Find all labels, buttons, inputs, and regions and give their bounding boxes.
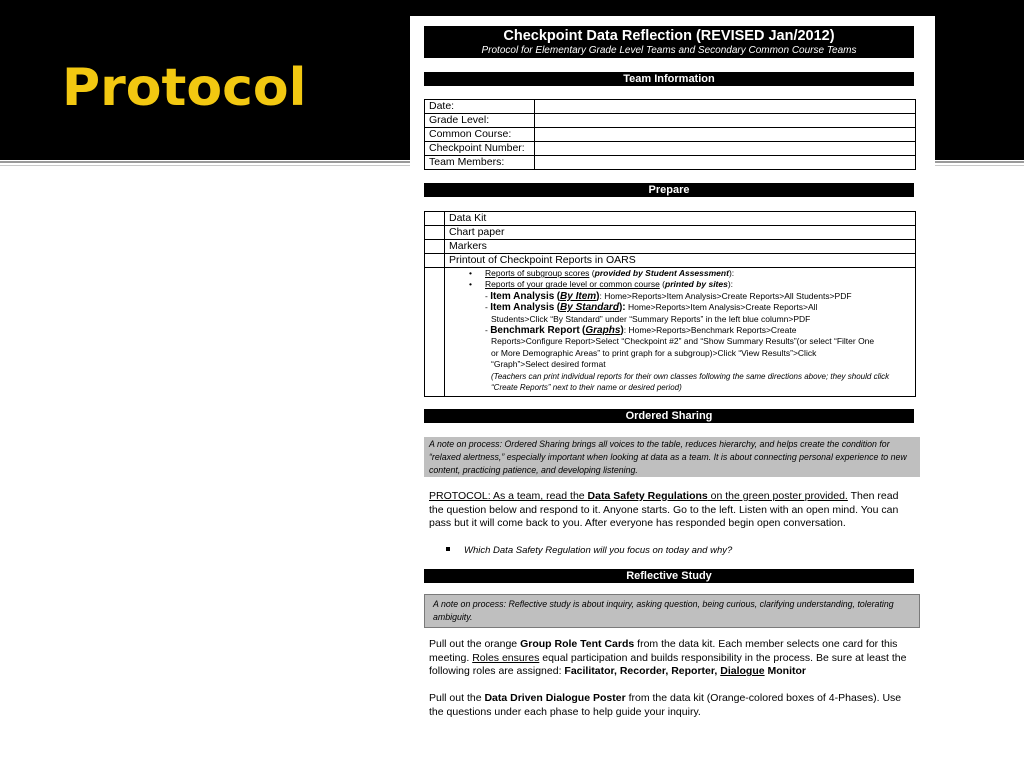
table-cell-input	[535, 142, 916, 156]
detail-bold: provided by Student Assessment	[594, 268, 729, 278]
table-cell-label: Team Members:	[425, 156, 535, 170]
protocol-text: on the green poster provided.	[707, 490, 848, 502]
detail-text: Reports>Configure Report>Select “Checkpoint #2” and “Show Summary Results”(or select “Filter One	[491, 336, 875, 347]
roles-text: from the data kit. Each member selects one card for this meeting.	[429, 638, 898, 664]
report-instructions	[445, 268, 916, 397]
detail-bold: Benchmark Report	[490, 325, 580, 337]
roles-text: Roles ensures	[472, 651, 540, 664]
protocol-text: Then read the question below and respond to it. Anyone starts. Go to the left. Listen with an open mind. You can pass but it will come back to you. After everyone has responded begin open conversation.	[429, 490, 899, 530]
list-item: - Item Analysis (By Item): Home>Reports>Item Analysis>Create Reports>All Students>PDF	[485, 290, 852, 302]
table-cell-label: Grade Level:	[425, 114, 535, 128]
table-cell-label: Common Course:	[425, 128, 535, 142]
checkbox-cell	[425, 268, 445, 397]
table-cell-input	[535, 156, 916, 170]
detail-note: “Create Reports” next to their name or desired period)	[491, 383, 682, 393]
prepare-checklist-table	[424, 211, 916, 397]
table-cell-label: Checkpoint Number:	[425, 142, 535, 156]
table-row	[425, 142, 916, 156]
poster-text: from the data kit (Orange-colored boxes of 4-Phases). Use the questions under each phase to help guide your inquiry.	[429, 692, 902, 718]
detail-text: “Graph”>Select desired format	[491, 359, 606, 370]
protocol-bold: Data Safety Regulations	[587, 490, 708, 502]
ordered-sharing-note: A note on process: Ordered Sharing brings all voices to the table, reduces hierarchy, and helps create the condition for “relaxed alertness,” especially important when looking at data as a team. It is about connecting personal experience to new content, practicing patience, and developing listening.	[424, 437, 920, 477]
roles-bold: Facilitator, Recorder, Reporter,	[564, 665, 721, 678]
table-cell-input	[535, 114, 916, 128]
checklist-item: Chart paper	[445, 226, 916, 240]
detail-bold: Graphs	[585, 325, 621, 337]
square-bullet-icon	[446, 547, 450, 551]
list-item: - Item Analysis (By Standard): Home>Reports>Item Analysis>Create Reports>All	[485, 302, 818, 314]
poster-paragraph	[429, 692, 914, 719]
roles-paragraph	[429, 638, 914, 679]
detail-bold: By Standard	[560, 302, 619, 314]
slide-title: Protocol	[62, 58, 307, 118]
question-text: Which Data Safety Regulation will you focus on today and why?	[464, 545, 733, 556]
table-cell-label: Date:	[425, 100, 535, 114]
section-team-information: Team Information	[424, 72, 914, 86]
detail-bold: By Item	[560, 290, 597, 302]
roles-text: Pull out the orange	[429, 638, 521, 650]
table-row	[425, 226, 916, 240]
roles-text: equal participation and builds responsibility in the process. Be sure at least the following roles are assigned:	[429, 651, 907, 678]
poster-text: Pull out the	[429, 692, 485, 704]
table-row	[425, 254, 916, 268]
section-prepare: Prepare	[424, 183, 914, 197]
table-row	[425, 268, 916, 397]
table-row	[425, 100, 916, 114]
table-cell-input	[535, 100, 916, 114]
detail-note: (Teachers can print individual reports for their own classes following the same directions above; they should click	[491, 371, 890, 381]
team-information-table	[424, 99, 916, 170]
checklist-item: Printout of Checkpoint Reports in OARS	[445, 254, 916, 268]
detail-text: Students>Click “By Standard” under “Summary Reports” in the left blue column>PDF	[491, 313, 811, 324]
detail-text: Home>Reports>Item Analysis>Create Reports>All Students>PDF	[604, 290, 852, 301]
roles-bold: Monitor	[764, 665, 806, 678]
checklist-item: Markers	[445, 240, 916, 254]
detail-bold: Item Analysis	[490, 290, 555, 302]
roles-bold: Dialogue	[720, 665, 765, 678]
table-row	[425, 128, 916, 142]
list-item: • Reports of your grade level or common course (printed by sites):	[469, 279, 734, 290]
table-row	[425, 212, 916, 226]
table-cell-input	[535, 128, 916, 142]
document-subtitle: Protocol for Elementary Grade Level Teams and Secondary Common Course Teams	[481, 45, 857, 56]
checkbox-cell	[425, 212, 445, 226]
detail-text: Reports of your grade level or common course	[485, 279, 660, 290]
question-item	[446, 544, 931, 558]
checkbox-cell	[425, 240, 445, 254]
detail-text: Home>Reports>Item Analysis>Create Reports>All	[627, 302, 818, 313]
checkbox-cell	[425, 226, 445, 240]
list-item: - Benchmark Report (Graphs): Home>Reports>Benchmark Reports>Create	[485, 325, 797, 337]
section-ordered-sharing: Ordered Sharing	[424, 409, 914, 423]
detail-text: Home>Reports>Benchmark Reports>Create	[628, 325, 797, 336]
detail-text: or More Demographic Areas” to print graph for a subgroup)>Click “View Results”>Click	[491, 347, 817, 358]
document-header	[424, 26, 914, 58]
table-row	[425, 114, 916, 128]
document-title: Checkpoint Data Reflection (REVISED Jan/2012)	[503, 28, 835, 44]
roles-bold: Group Role Tent Cards	[520, 638, 635, 650]
detail-bold: Item Analysis	[490, 302, 555, 314]
document-page	[410, 16, 935, 736]
protocol-text: PROTOCOL: As a team, read the	[429, 490, 588, 502]
list-item: • Reports of subgroup scores (provided by Student Assessment):	[469, 268, 735, 278]
table-row	[425, 156, 916, 170]
poster-bold: Data Driven Dialogue Poster	[484, 692, 626, 704]
checklist-item: Data Kit	[445, 212, 916, 226]
section-reflective-study: Reflective Study	[424, 569, 914, 583]
checkbox-cell	[425, 254, 445, 268]
protocol-paragraph	[429, 490, 914, 531]
detail-bold: printed by sites	[665, 279, 728, 290]
detail-text: Reports of subgroup scores	[485, 268, 590, 278]
reflective-study-note: A note on process: Reflective study is about inquiry, asking question, being curious, clarifying understanding, tolerating ambiguity.	[424, 594, 920, 628]
table-row	[425, 240, 916, 254]
